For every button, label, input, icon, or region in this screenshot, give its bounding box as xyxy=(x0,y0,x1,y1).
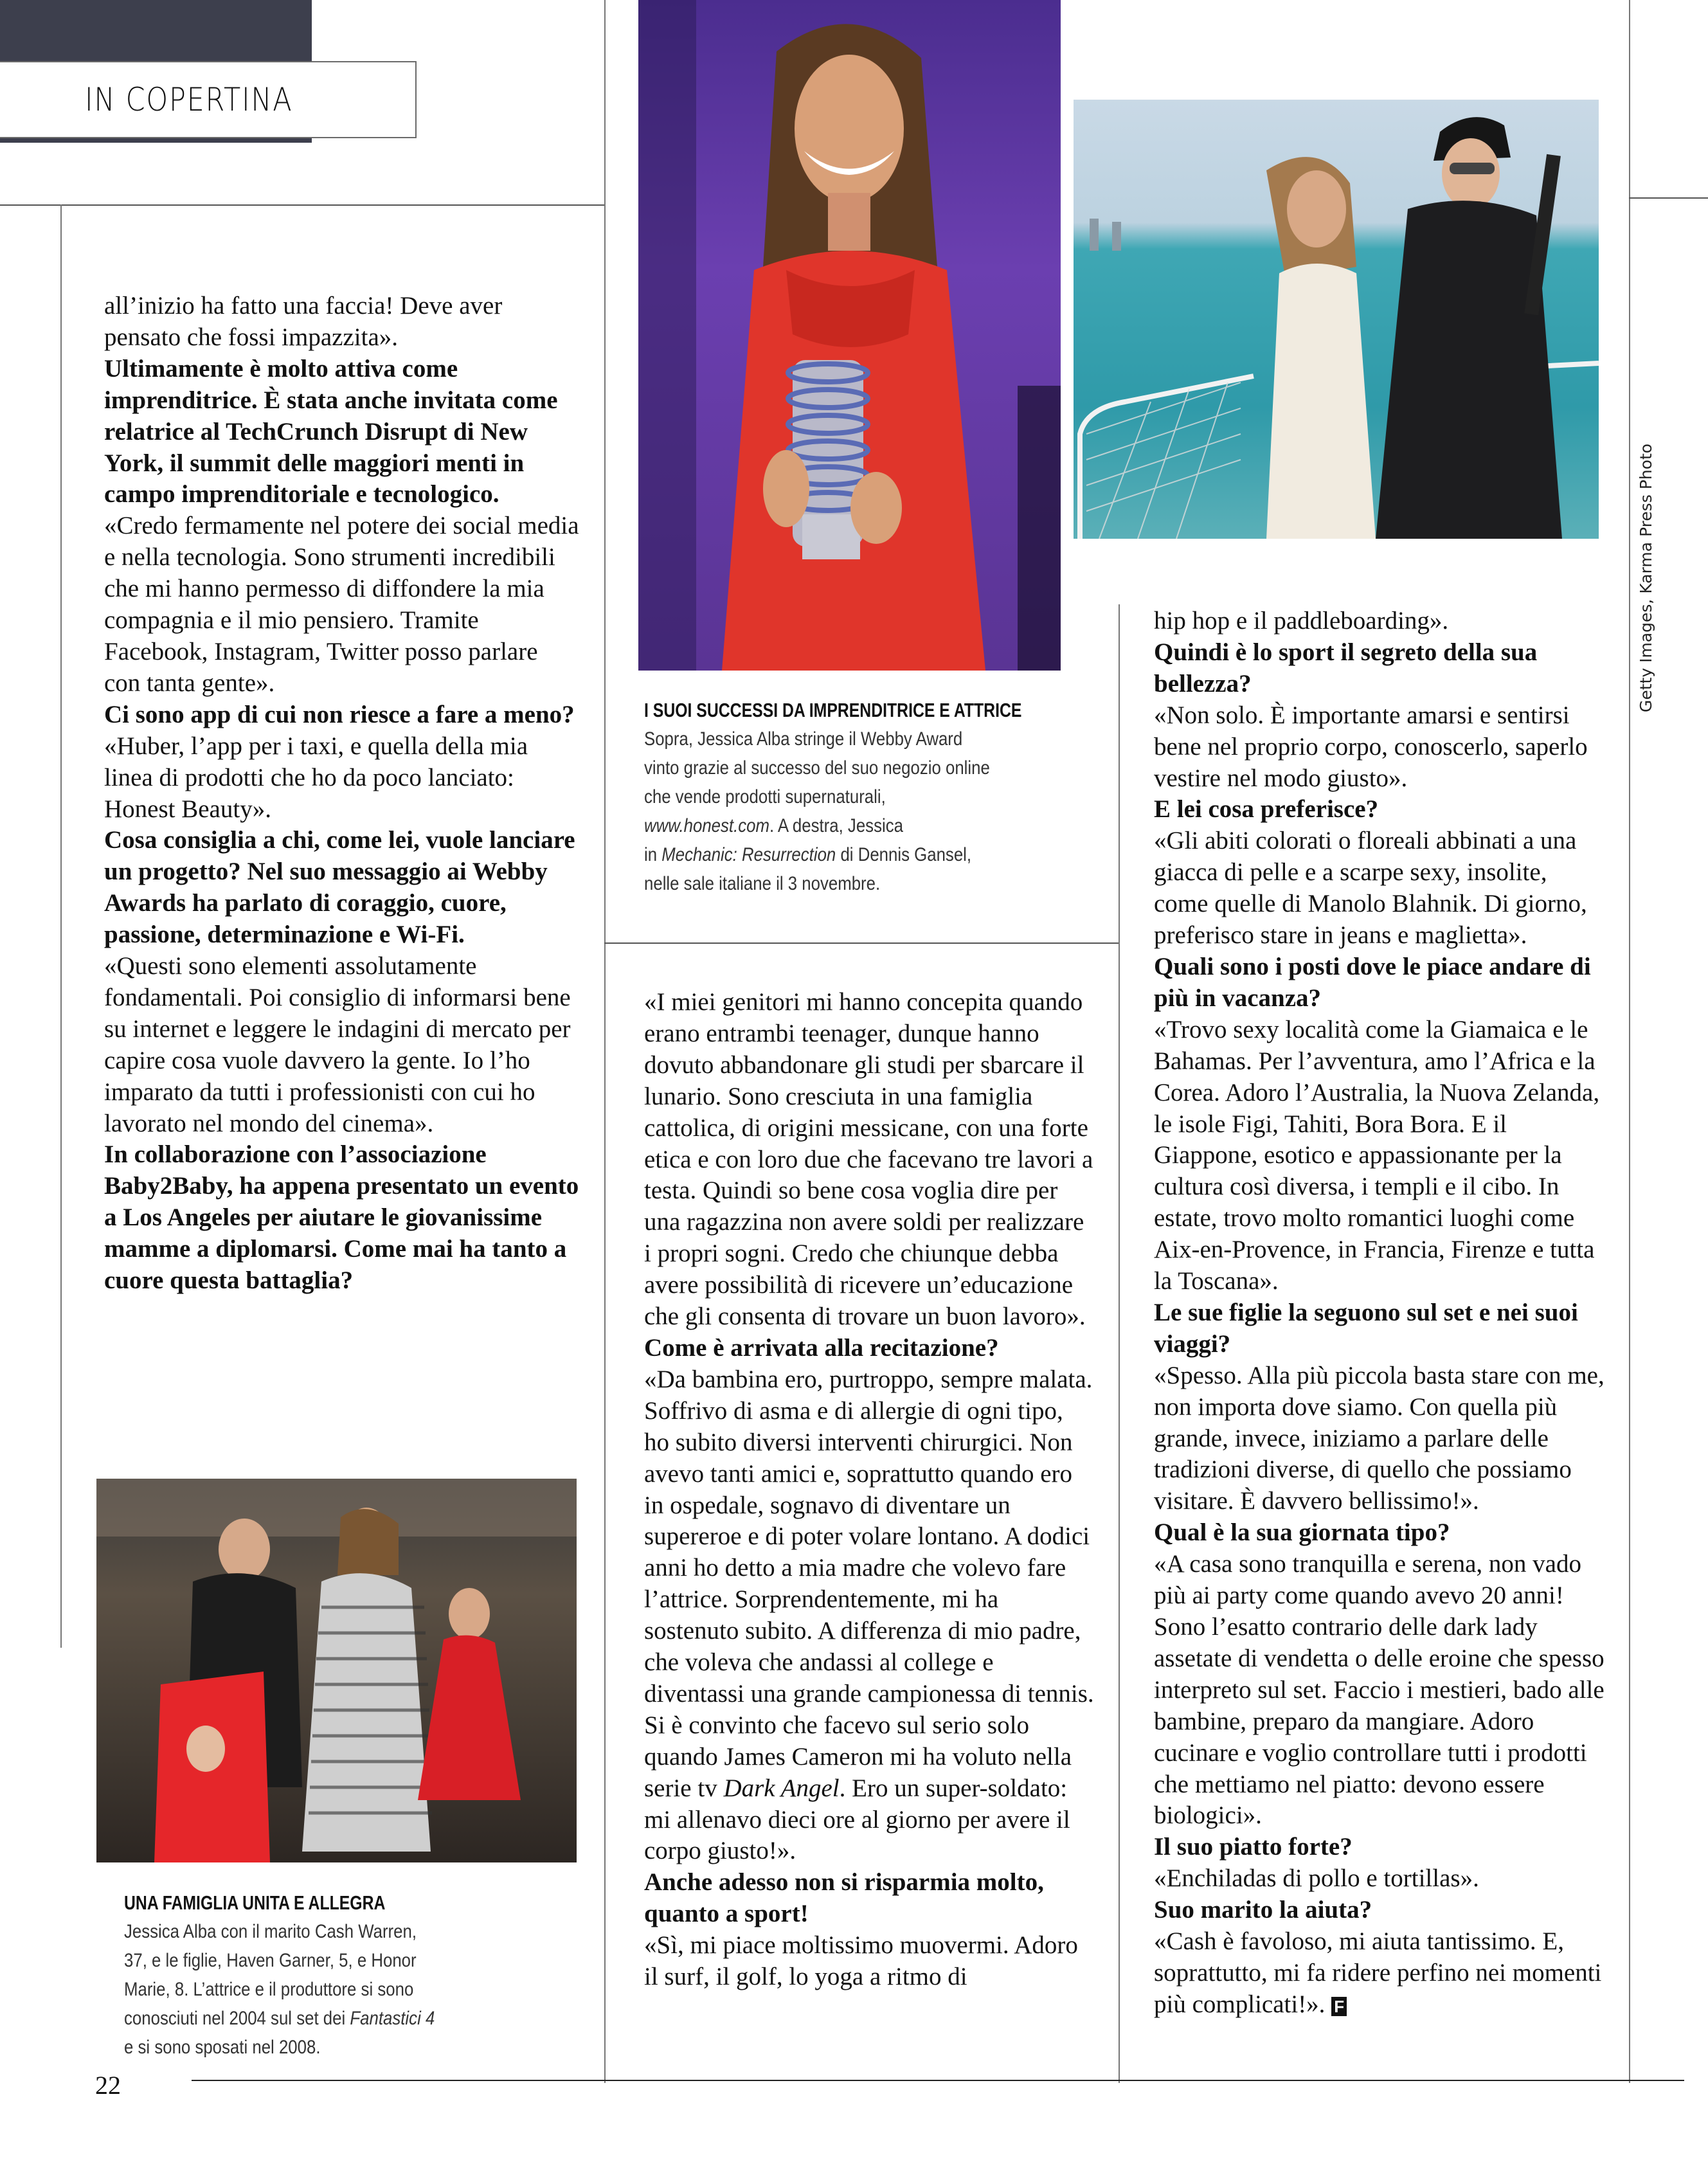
photo-award-illustration xyxy=(638,0,1061,671)
answer-text xyxy=(644,1364,1094,1868)
answer-text: «A casa sono tranquilla e serena, non vado più ai party come quando avevo 20 anni! Sono l’esatto contrario delle dark lady assetate di vendetta o delle eroine che spesso interpreto sul set. Faccio i mestieri, bado alle bambine, preparo da mangiare. Adoro cucinare e voglio controllare tutti i prodotti che mettiamo nel piatto: devono essere biologici». xyxy=(1154,1550,1605,1830)
footer-rule xyxy=(192,2080,1684,2081)
photo-movie-illustration xyxy=(1074,100,1599,539)
caption-award-body xyxy=(644,725,1065,898)
answer-text: «I miei genitori mi hanno concepita quando erano entrambi teenager, dunque hanno dovuto abbandonare gli studi per sbarcare il lunario. Sono cresciuta in una famiglia cattolica, di origini messicane, con una forte etica e con loro due che facevano tre lavori a testa. Quindi so bene cosa voglia dire per una ragazzina non avere soldi per realizzare i propri sogni. Credo che chiunque debba avere possibilità di ricevere un’educazione che gli consenta di trovare un buon lavoro». xyxy=(644,988,1093,1331)
photo-family xyxy=(96,1479,577,1862)
section-title: IN COPERTINA xyxy=(85,81,293,118)
caption-line: vinto grazie al successo del suo negozio online xyxy=(644,757,990,779)
caption-line xyxy=(644,840,1065,869)
caption-line xyxy=(124,2004,511,2033)
answer-text: hip hop e il paddleboarding». xyxy=(1154,607,1449,635)
question-text: Come è arrivata alla recitazione? xyxy=(644,1333,999,1362)
answer-text: «Enchiladas di pollo e tortillas». xyxy=(1154,1864,1479,1893)
photo-movie-still xyxy=(1074,100,1599,539)
page-number: 22 xyxy=(95,2071,121,2100)
credit-top-rule xyxy=(1629,197,1708,199)
top-rule xyxy=(0,204,606,206)
question-text: In collaborazione con l’associazione Baby2Baby, ha appena presentato un evento a Los Angeles per aiutare le giovanissime mamme a diplomarsi. Come mai ha tanto a cuore questa battaglia? xyxy=(104,1141,579,1295)
column-2 xyxy=(644,987,1094,1993)
col-divider-3 xyxy=(1629,0,1630,2083)
caption-line: Jessica Alba con il marito Cash Warren, xyxy=(124,1921,417,1942)
answer-text-part: . Ero un super-soldato: mi allenavo dieci ore al giorno per avere il corpo giusto!». xyxy=(644,1774,1070,1865)
caption-text: in xyxy=(644,844,662,865)
honest-url[interactable]: www.honest.com xyxy=(644,815,770,836)
film-title: Fantastici 4 xyxy=(350,2008,435,2029)
question-text: Cosa consiglia a chi, come lei, vuole lanciare un progetto? Nel suo messaggio ai Webby Awards ha parlato di coraggio, cuore, passione, determinazione e Wi-Fi. xyxy=(104,826,575,949)
caption-award-title: I SUOI SUCCESSI DA IMPRENDITRICE E ATTRICE xyxy=(644,699,1022,721)
caption-award xyxy=(644,696,1133,898)
photo-credit: Getty Images, Karma Press Photo xyxy=(1637,443,1655,712)
column-3 xyxy=(1154,606,1607,2021)
caption-family-title: UNA FAMIGLIA UNITA E ALLEGRA xyxy=(124,1891,386,1914)
answer-text: «Sì, mi piace moltissimo muovermi. Adoro il surf, il golf, lo yoga a ritmo di xyxy=(644,1931,1078,1991)
caption-text: . A destra, Jessica xyxy=(769,815,903,836)
caption-line: che vende prodotti supernaturali, xyxy=(644,786,886,807)
series-title: Dark Angel xyxy=(723,1774,840,1802)
question-text: Anche adesso non si risparmia molto, quanto a sport! xyxy=(644,1868,1044,1928)
photo-family-illustration xyxy=(96,1479,577,1862)
answer-text: «Huber, l’app per i taxi, e quella della mia linea di prodotti che ho da poco lanciato: Honest Beauty». xyxy=(104,732,528,823)
answer-text: «Non solo. È importante amarsi e sentirsi bene nel proprio corpo, conoscerlo, saperlo vestire nel modo giusto». xyxy=(1154,701,1588,792)
caption-family-body xyxy=(124,1917,511,2062)
question-text: Ultimamente è molto attiva come imprenditrice. È stata anche invitata come relatrice al TechCrunch Disrupt di New York, il summit delle maggiori menti in campo imprenditoriale e tecnologico. xyxy=(104,354,558,509)
col-divider-1 xyxy=(604,0,606,2083)
answer-text-part: «Da bambina ero, purtroppo, sempre malata. Soffrivo di asma e di allergie di ogni tipo, ho subito diversi interventi chirurgici. Non avevo tanti amici e, soprattutto quando ero in ospedale, sognavo di diventare un supereroe e di poter volare lontano. A dodici anni ho detto a mia madre che volevo fare l’attrice. Sorprendentemente, mi ha sostenuto subito. A differenza di mio padre, che voleva che andassi al college e diventassi una grande campionessa di tennis. Si è convinto che facevo sul serio solo quando James Cameron mi ha voluto nella serie tv xyxy=(644,1365,1094,1802)
question-text: Ci sono app di cui non riesce a fare a meno? xyxy=(104,700,575,728)
question-text: Le sue figlie la seguono sul set e nei suoi viaggi? xyxy=(1154,1298,1578,1358)
answer-text: all’inizio ha fatto una faccia! Deve aver pensato che fossi impazzita». xyxy=(104,292,503,351)
caption-family xyxy=(124,1888,574,2062)
col1-left-rule xyxy=(60,204,62,1648)
answer-text: «Questi sono elementi assolutamente fondamentali. Poi consiglio di informarsi bene su internet e leggere le indagini di mercato per capire cosa vuole davvero la gente. Io l’ho imparato da tutti i professionisti con cui ho lavorato nel mondo del cinema». xyxy=(104,952,571,1137)
caption-line: e si sono sposati nel 2008. xyxy=(124,2037,321,2058)
caption-text: di Dennis Gansel, xyxy=(836,844,972,865)
question-text: Qual è la sua giornata tipo? xyxy=(1154,1519,1450,1547)
caption-line: Sopra, Jessica Alba stringe il Webby Award xyxy=(644,728,963,750)
answer-text-part: «Cash è favoloso, mi aiuta tantissimo. E, soprattutto, mi fa ridere perfino nei momenti più complicati!». xyxy=(1154,1927,1602,2018)
end-mark-icon: F xyxy=(1331,1997,1347,2016)
caption-line: 37, e le figlie, Haven Garner, 5, e Honor xyxy=(124,1950,417,1971)
caption-text: conosciuti nel 2004 sul set dei xyxy=(124,2008,350,2029)
caption-line xyxy=(644,811,1065,840)
answer-text: «Gli abiti colorati o floreali abbinati a una giacca di pelle e a scarpe sexy, insolite, come quelle di Manolo Blahnik. Di giorno, preferisco stare in jeans e maglietta». xyxy=(1154,827,1587,950)
question-text: Quindi è lo sport il segreto della sua bellezza? xyxy=(1154,638,1538,698)
film-title: Mechanic: Resurrection xyxy=(661,844,836,865)
answer-text xyxy=(1154,1926,1607,2021)
caption-line: Marie, 8. L’attrice e il produttore si sono xyxy=(124,1979,414,2000)
col2-top-rule xyxy=(604,942,1120,944)
section-header xyxy=(0,61,417,138)
caption-line: nelle sale italiane il 3 novembre. xyxy=(644,873,881,894)
photo-award xyxy=(638,0,1061,671)
answer-text: «Spesso. Alla più piccola basta stare con me, non importa dove siamo. Con quella più grande, invece, iniziamo a parlare delle tradizioni diverse, di quello che possiamo visitare. È davvero bellissimo!». xyxy=(1154,1361,1605,1515)
answer-text: «Trovo sexy località come la Giamaica e le Bahamas. Per l’avventura, amo l’Africa e la Corea. Adoro l’Australia, la Nuova Zelanda, le isole Figi, Tahiti, Bora Bora. E il Giappone, esotico e appassionante per la cultura così diversa, i templi e il cibo. In estate, trovo molto romantici luoghi come Aix-en-Provence, in Francia, Firenze e tutta la Toscana». xyxy=(1154,1015,1600,1295)
column-1 xyxy=(104,291,580,1297)
answer-text: «Credo fermamente nel potere dei social media e nella tecnologia. Sono strumenti incredibili che mi hanno permesso di diffondere la mia compagnia e il mio pensiero. Tramite Facebook, Instagram, Twitter posso parlare con tanta gente». xyxy=(104,512,579,697)
question-text: Quali sono i posti dove le piace andare di più in vacanza? xyxy=(1154,952,1591,1012)
question-text: E lei cosa preferisce? xyxy=(1154,795,1379,824)
question-text: Suo marito la aiuta? xyxy=(1154,1896,1372,1924)
question-text: Il suo piatto forte? xyxy=(1154,1833,1353,1861)
